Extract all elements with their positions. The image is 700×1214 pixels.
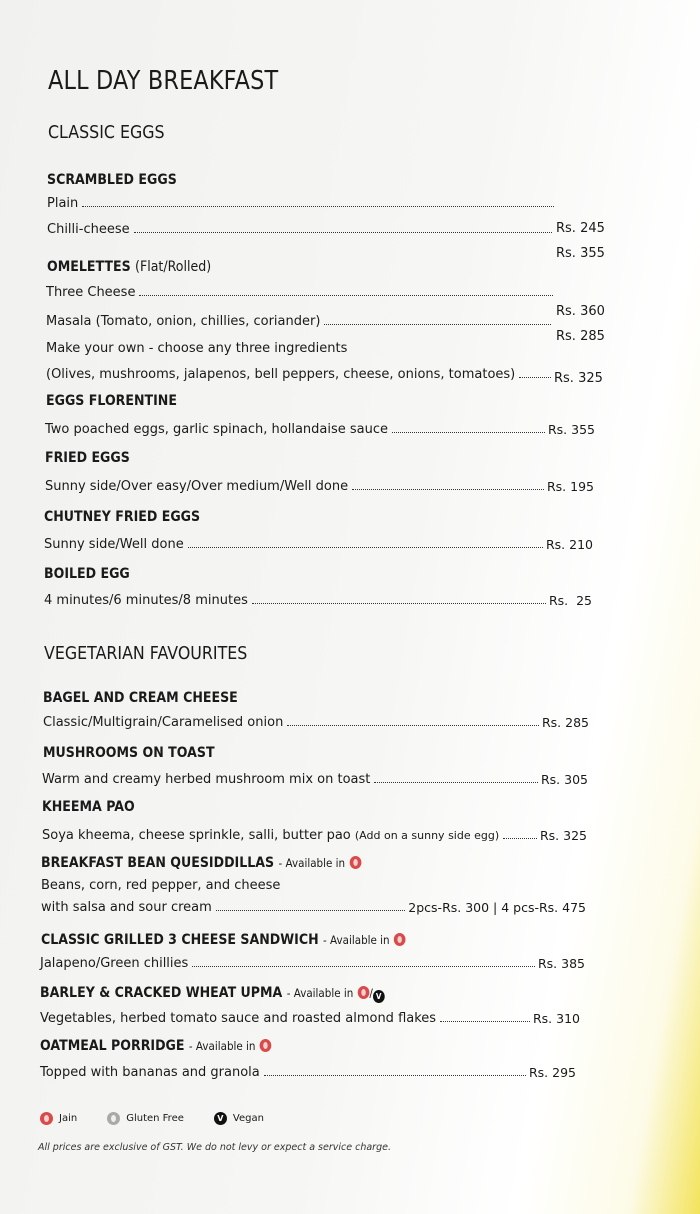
item-title-fried-eggs: FRIED EGGS <box>45 450 130 466</box>
item-price: Rs. 325 <box>539 828 587 843</box>
menu-line <box>40 953 585 971</box>
vegan-icon: V <box>373 990 385 1003</box>
jain-icon <box>260 1039 272 1052</box>
dietary-legend <box>40 1112 264 1125</box>
item-addon: (Add on a sunny side egg) <box>354 829 500 842</box>
item-price: Rs. 385 <box>537 956 585 971</box>
item-title-boiled-egg: BOILED EGG <box>44 566 130 582</box>
legend-label-vegan: Vegan <box>232 1113 264 1124</box>
dot-leader <box>216 910 405 911</box>
item-name: OATMEAL PORRIDGE <box>40 1038 185 1054</box>
dot-leader <box>503 838 537 839</box>
item-price: Rs. 310 <box>532 1011 580 1026</box>
item-description <box>42 828 499 843</box>
item-title-quesadillas <box>41 855 361 871</box>
item-title-grilled-cheese-sandwich <box>41 932 406 948</box>
item-price: 2pcs-Rs. 300 | 4 pcs-Rs. 475 <box>408 900 586 915</box>
dot-leader <box>519 377 551 378</box>
item-description: Beans, corn, red pepper, and cheese <box>41 878 281 893</box>
dot-leader <box>264 1075 526 1076</box>
item-description-text: Soya kheema, cheese sprinkle, salli, butter pao <box>42 828 351 843</box>
price-footnote: All prices are exclusive of GST. We do not levy or expect a service charge. <box>38 1142 391 1153</box>
menu-line <box>43 712 589 730</box>
item-price: Rs. 325 <box>554 371 603 386</box>
section-heading-vegetarian-favourites: VEGETARIAN FAVOURITES <box>44 643 248 664</box>
item-description: Jalapeno/Green chillies <box>40 956 189 971</box>
menu-line <box>46 311 554 329</box>
item-name: BREAKFAST BEAN QUESIDDILLAS <box>41 855 275 871</box>
jain-icon <box>40 1112 53 1125</box>
item-title-scrambled-eggs: SCRAMBLED EGGS <box>47 172 177 188</box>
dot-leader <box>287 725 539 726</box>
dot-leader <box>352 489 544 490</box>
item-option: Chilli-cheese <box>47 222 130 237</box>
item-title-kheema-pao: KHEEMA PAO <box>42 799 135 815</box>
item-price: Rs. 210 <box>545 537 593 552</box>
section-heading-classic-eggs: CLASSIC EGGS <box>48 122 165 143</box>
item-description: Topped with bananas and granola <box>40 1065 260 1080</box>
menu-line <box>46 364 554 382</box>
dot-leader <box>374 782 538 783</box>
item-title-bagel: BAGEL AND CREAM CHEESE <box>43 690 238 706</box>
item-name: OMELETTES <box>47 259 131 275</box>
dot-leader <box>82 206 554 207</box>
item-description: Classic/Multigrain/Caramelised onion <box>43 715 284 730</box>
item-name: CLASSIC GRILLED 3 CHEESE SANDWICH <box>41 932 319 948</box>
menu-line <box>42 769 588 787</box>
item-price: Rs. 355 <box>556 246 605 261</box>
dot-leader <box>440 1021 530 1022</box>
item-name: BARLEY & CRACKED WHEAT UPMA <box>40 985 283 1001</box>
dot-leader <box>139 295 553 296</box>
availability-note: - Available in <box>286 986 354 1000</box>
dot-leader <box>252 603 546 604</box>
item-description: 4 minutes/6 minutes/8 minutes <box>44 593 248 608</box>
item-option: Masala (Tomato, onion, chillies, coriander) <box>46 314 321 329</box>
item-price: Rs. 360 <box>556 304 605 319</box>
menu-line <box>46 282 556 300</box>
item-title-chutney-fried-eggs: CHUTNEY FRIED EGGS <box>44 509 201 525</box>
jain-icon <box>394 933 406 946</box>
availability-note: - Available in <box>278 856 346 870</box>
item-title-eggs-florentine: EGGS FLORENTINE <box>46 393 177 409</box>
item-description: with salsa and sour cream <box>41 900 212 915</box>
legend-label-jain: Jain <box>59 1113 78 1124</box>
menu-line <box>47 193 557 211</box>
jain-icon <box>349 856 361 869</box>
item-title-mushrooms-on-toast: MUSHROOMS ON TOAST <box>43 745 215 761</box>
vegan-icon: V <box>214 1112 227 1125</box>
item-price: Rs. 245 <box>556 221 605 236</box>
item-option: (Olives, mushrooms, jalapenos, bell peppers, cheese, onions, tomatoes) <box>46 367 516 382</box>
menu-line <box>45 476 594 494</box>
menu-line <box>40 1008 580 1026</box>
item-description: Sunny side/Well done <box>44 537 184 552</box>
dot-leader <box>324 324 551 325</box>
badge-separator: / <box>369 986 373 1000</box>
item-subtitle: (Flat/Rolled) <box>135 259 212 275</box>
dot-leader <box>188 547 543 548</box>
item-price: Rs. 355 <box>547 422 595 437</box>
dot-leader <box>392 432 545 433</box>
menu-line <box>44 590 592 608</box>
legend-label-gluten-free: Gluten Free <box>126 1113 184 1124</box>
item-price: Rs. 285 <box>556 329 605 344</box>
item-price: Rs. 305 <box>540 772 588 787</box>
item-option: Three Cheese <box>46 285 136 300</box>
item-price: Rs. 195 <box>546 479 594 494</box>
page-title: ALL DAY BREAKFAST <box>48 66 279 96</box>
item-price: Rs. 285 <box>541 715 589 730</box>
gluten-free-icon <box>107 1112 120 1125</box>
item-description: Vegetables, herbed tomato sauce and roasted almond flakes <box>40 1011 437 1026</box>
item-title-oatmeal-porridge <box>40 1038 272 1054</box>
item-description: Two poached eggs, garlic spinach, hollandaise sauce <box>45 422 389 437</box>
jain-icon <box>358 986 373 1000</box>
item-description: Warm and creamy herbed mushroom mix on toast <box>42 772 371 787</box>
item-price: Rs. 295 <box>528 1065 576 1080</box>
item-price: Rs. 25 <box>548 593 592 608</box>
availability-note: - Available in <box>188 1039 256 1053</box>
availability-note: - Available in <box>323 933 390 947</box>
item-title-omelettes <box>47 259 211 275</box>
menu-line <box>45 419 595 437</box>
item-description: Sunny side/Over easy/Over medium/Well done <box>45 479 349 494</box>
menu-line <box>41 897 586 915</box>
menu-line <box>42 825 587 843</box>
menu-line <box>44 534 593 552</box>
dot-leader <box>192 966 535 967</box>
menu-line <box>47 219 555 237</box>
dot-leader <box>134 232 552 233</box>
item-option: Plain <box>47 196 79 211</box>
item-option: Make your own - choose any three ingredients <box>46 341 348 356</box>
menu-line <box>40 1062 576 1080</box>
item-title-upma <box>40 985 385 1003</box>
